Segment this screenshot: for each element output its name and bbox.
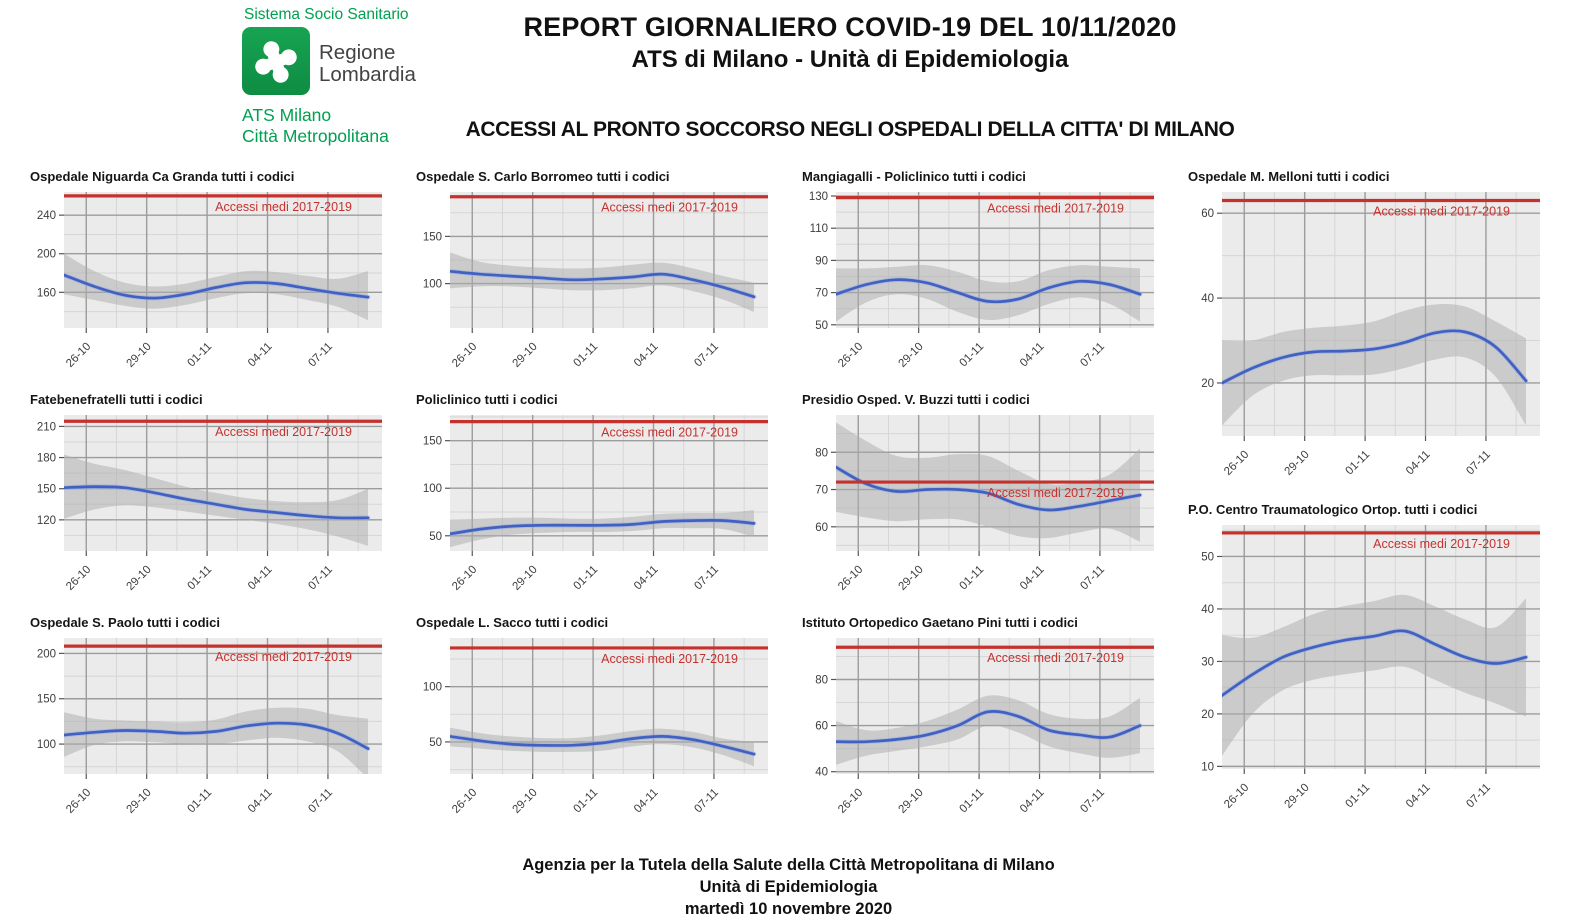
svg-text:60: 60 — [815, 521, 828, 534]
svg-text:26-10: 26-10 — [450, 786, 480, 816]
svg-text:01-11: 01-11 — [571, 340, 601, 370]
footer-line-unit: Unità di Epidemiologia — [699, 877, 878, 896]
chart-ospedale-s-carlo — [412, 166, 774, 385]
svg-text:100: 100 — [422, 681, 442, 694]
svg-text:01-11: 01-11 — [185, 563, 215, 593]
report-title: REPORT GIORNALIERO COVID-19 DEL 10/11/2020 — [523, 12, 1177, 42]
report-title-block — [415, 12, 1285, 74]
svg-text:07-11: 07-11 — [1078, 563, 1108, 593]
svg-text:07-11: 07-11 — [306, 563, 336, 593]
chart-ospedale-l-sacco — [412, 612, 774, 831]
svg-text:04-11: 04-11 — [631, 563, 661, 593]
svg-text:180: 180 — [36, 452, 56, 465]
report-subtitle: ATS di Milano - Unità di Epidemiologia — [631, 46, 1069, 73]
svg-text:01-11: 01-11 — [1343, 448, 1373, 478]
svg-text:Accessi medi 2017-2019: Accessi medi 2017-2019 — [215, 425, 352, 440]
svg-text:Accessi medi 2017-2019: Accessi medi 2017-2019 — [987, 651, 1124, 666]
svg-text:01-11: 01-11 — [957, 340, 987, 370]
svg-text:130: 130 — [808, 191, 828, 204]
svg-text:100: 100 — [422, 278, 442, 291]
svg-text:30: 30 — [1201, 656, 1214, 669]
svg-text:Accessi medi 2017-2019: Accessi medi 2017-2019 — [1373, 536, 1510, 551]
svg-text:01-11: 01-11 — [571, 786, 601, 816]
svg-text:29-10: 29-10 — [1282, 448, 1312, 478]
svg-text:26-10: 26-10 — [64, 340, 94, 370]
chart-presidio-buzzi — [798, 389, 1160, 608]
svg-text:07-11: 07-11 — [1464, 448, 1494, 478]
svg-text:70: 70 — [815, 484, 828, 497]
svg-text:20: 20 — [1201, 708, 1214, 721]
svg-text:29-10: 29-10 — [510, 340, 540, 370]
svg-text:Fatebenefratelli tutti i codi: Fatebenefratelli tutti i codici — [30, 392, 203, 407]
svg-text:26-10: 26-10 — [450, 563, 480, 593]
charts-column-2 — [412, 166, 774, 831]
svg-text:01-11: 01-11 — [957, 563, 987, 593]
report-footer — [0, 855, 1577, 919]
svg-text:Accessi medi 2017-2019: Accessi medi 2017-2019 — [1373, 204, 1510, 219]
svg-text:210: 210 — [36, 421, 56, 434]
svg-text:29-10: 29-10 — [124, 563, 154, 593]
svg-text:04-11: 04-11 — [631, 786, 661, 816]
svg-text:01-11: 01-11 — [1343, 781, 1373, 811]
charts-column-1 — [26, 166, 388, 831]
svg-text:26-10: 26-10 — [836, 563, 866, 593]
svg-text:150: 150 — [36, 693, 56, 706]
ats-milano-label: ATS Milano Città Metropolitana — [242, 105, 389, 146]
svg-text:01-11: 01-11 — [957, 786, 987, 816]
svg-text:26-10: 26-10 — [836, 340, 866, 370]
svg-text:01-11: 01-11 — [185, 340, 215, 370]
svg-text:Accessi medi 2017-2019: Accessi medi 2017-2019 — [987, 486, 1124, 501]
footer-line-agency: Agenzia per la Tutela della Salute della Città Metropolitana di Milano — [522, 856, 1055, 874]
svg-text:29-10: 29-10 — [896, 563, 926, 593]
svg-text:Mangiagalli - Policlinico tut: Mangiagalli - Policlinico tutti i codici — [802, 169, 1026, 184]
svg-text:29-10: 29-10 — [510, 563, 540, 593]
svg-text:Accessi medi 2017-2019: Accessi medi 2017-2019 — [215, 650, 352, 665]
svg-text:100: 100 — [36, 739, 56, 752]
svg-text:120: 120 — [36, 514, 56, 527]
svg-text:26-10: 26-10 — [836, 786, 866, 816]
svg-text:04-11: 04-11 — [245, 563, 275, 593]
svg-text:Accessi medi 2017-2019: Accessi medi 2017-2019 — [601, 425, 738, 440]
svg-text:29-10: 29-10 — [896, 786, 926, 816]
chart-ospedale-s-paolo — [26, 612, 388, 831]
svg-text:07-11: 07-11 — [1078, 340, 1108, 370]
svg-text:Accessi medi 2017-2019: Accessi medi 2017-2019 — [601, 200, 738, 215]
svg-text:26-10: 26-10 — [1222, 448, 1252, 478]
chart-policlinico — [412, 389, 774, 608]
svg-text:240: 240 — [36, 210, 56, 223]
svg-text:Ospedale L. Sacco tutti i cod: Ospedale L. Sacco tutti i codici — [416, 615, 609, 630]
footer-line-date: martedì 10 novembre 2020 — [684, 899, 893, 918]
svg-text:26-10: 26-10 — [450, 340, 480, 370]
svg-text:100: 100 — [422, 483, 442, 496]
chart-ospedale-niguarda — [26, 166, 388, 385]
svg-text:40: 40 — [1201, 603, 1214, 616]
svg-text:07-11: 07-11 — [692, 340, 722, 370]
chart-centro-traumatologico — [1184, 499, 1546, 826]
svg-text:70: 70 — [815, 287, 828, 300]
svg-text:26-10: 26-10 — [1222, 781, 1252, 811]
svg-text:04-11: 04-11 — [1017, 786, 1047, 816]
svg-text:04-11: 04-11 — [1017, 340, 1047, 370]
svg-text:150: 150 — [422, 435, 442, 448]
svg-text:07-11: 07-11 — [692, 786, 722, 816]
svg-text:Ospedale S. Carlo Borromeo tu: Ospedale S. Carlo Borromeo tutti i codici — [416, 169, 670, 184]
svg-text:26-10: 26-10 — [64, 563, 94, 593]
svg-text:04-11: 04-11 — [1403, 448, 1433, 478]
svg-text:Presidio Osped. V. Buzzi tutt: Presidio Osped. V. Buzzi tutti i codici — [802, 392, 1030, 407]
svg-text:80: 80 — [815, 447, 828, 460]
svg-text:110: 110 — [809, 223, 828, 236]
sistema-socio-sanitario-label: Sistema Socio Sanitario — [244, 6, 409, 23]
svg-text:Ospedale Niguarda Ca Granda t: Ospedale Niguarda Ca Granda tutti i codici — [30, 169, 295, 184]
svg-text:Accessi medi 2017-2019: Accessi medi 2017-2019 — [987, 201, 1124, 216]
svg-text:04-11: 04-11 — [1017, 563, 1047, 593]
svg-text:90: 90 — [815, 255, 828, 268]
svg-text:Accessi medi 2017-2019: Accessi medi 2017-2019 — [601, 651, 738, 666]
svg-text:150: 150 — [422, 231, 442, 244]
svg-text:50: 50 — [429, 736, 442, 749]
chart-istituto-gaetano-pini — [798, 612, 1160, 831]
svg-text:20: 20 — [1201, 377, 1214, 390]
regione-lombardia-logo-icon — [242, 27, 310, 100]
svg-text:Istituto Ortopedico Gaetano Pi: Istituto Ortopedico Gaetano Pini tutti i codici — [802, 615, 1078, 630]
svg-text:04-11: 04-11 — [245, 786, 275, 816]
svg-text:04-11: 04-11 — [631, 340, 661, 370]
svg-text:50: 50 — [1201, 551, 1214, 564]
svg-text:200: 200 — [36, 648, 56, 661]
charts-column-4 — [1184, 166, 1546, 831]
svg-text:07-11: 07-11 — [1464, 781, 1494, 811]
svg-text:150: 150 — [36, 483, 56, 496]
svg-text:200: 200 — [36, 248, 56, 261]
svg-text:07-11: 07-11 — [306, 786, 336, 816]
chart-ospedale-melloni — [1184, 166, 1546, 493]
svg-text:29-10: 29-10 — [510, 786, 540, 816]
svg-text:60: 60 — [815, 720, 828, 733]
svg-text:Policlinico tutti i codici: Policlinico tutti i codici — [416, 392, 558, 407]
svg-text:04-11: 04-11 — [1403, 781, 1433, 811]
svg-text:P.O. Centro Traumatologico Ort: P.O. Centro Traumatologico Ortop. tutti i codici — [1188, 502, 1478, 517]
svg-text:40: 40 — [1201, 293, 1214, 306]
regione-lombardia-wordmark: Regione Lombardia — [319, 41, 416, 86]
regione-lombardia-logo-block — [242, 6, 416, 146]
svg-text:29-10: 29-10 — [896, 340, 926, 370]
svg-text:40: 40 — [815, 766, 828, 779]
charts-grid — [26, 166, 1551, 831]
report-header — [0, 0, 1577, 162]
svg-text:01-11: 01-11 — [571, 563, 601, 593]
chart-mangiagalli-policlinico — [798, 166, 1160, 385]
svg-text:29-10: 29-10 — [124, 340, 154, 370]
svg-text:01-11: 01-11 — [185, 786, 215, 816]
svg-text:29-10: 29-10 — [1282, 781, 1312, 811]
svg-text:26-10: 26-10 — [64, 786, 94, 816]
svg-text:60: 60 — [1201, 208, 1214, 221]
chart-fatebenefratelli — [26, 389, 388, 608]
svg-text:80: 80 — [815, 674, 828, 687]
svg-text:07-11: 07-11 — [692, 563, 722, 593]
charts-column-3 — [798, 166, 1160, 831]
svg-text:04-11: 04-11 — [245, 340, 275, 370]
svg-text:Accessi medi 2017-2019: Accessi medi 2017-2019 — [215, 199, 352, 214]
section-title: ACCESSI AL PRONTO SOCCORSO NEGLI OSPEDALI DELLA CITTA' DI MILANO — [465, 118, 1235, 141]
svg-text:Ospedale S. Paolo tutti i cod: Ospedale S. Paolo tutti i codici — [30, 615, 220, 630]
svg-text:Ospedale M. Melloni tutti i c: Ospedale M. Melloni tutti i codici — [1188, 169, 1390, 184]
svg-text:07-11: 07-11 — [306, 340, 336, 370]
svg-text:50: 50 — [429, 530, 442, 543]
svg-text:50: 50 — [815, 319, 828, 332]
svg-text:07-11: 07-11 — [1078, 786, 1108, 816]
svg-text:160: 160 — [36, 287, 56, 300]
svg-text:29-10: 29-10 — [124, 786, 154, 816]
svg-text:10: 10 — [1201, 761, 1214, 774]
